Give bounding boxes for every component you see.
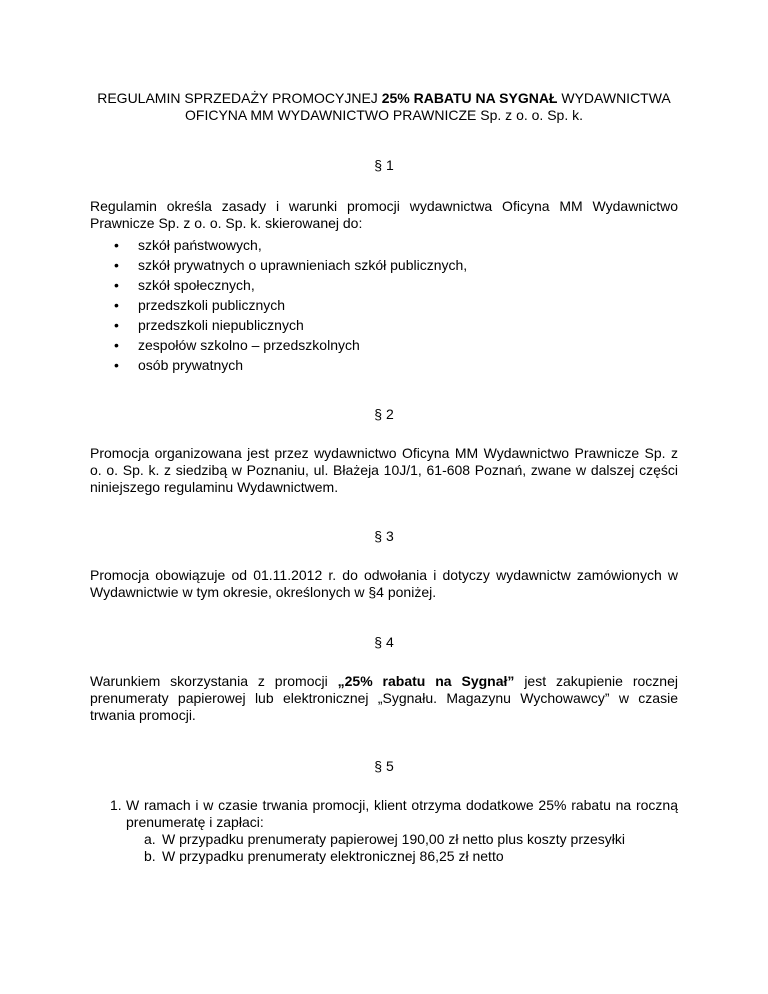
- document-title: [90, 90, 678, 124]
- bullet: •: [114, 337, 119, 353]
- list-item: [90, 255, 678, 275]
- list-item: [90, 355, 678, 375]
- sub-item-letter: a.: [144, 831, 156, 847]
- list-item-text: przedszkoli publicznych: [138, 297, 286, 313]
- section-4-text-end: jest zakupienie rocznej prenumeraty papierowej lub elektronicznej „Sygnału. Magazynu Wychowawcy” w czasie trwania promocji.: [90, 673, 678, 723]
- price-list: [126, 831, 678, 865]
- section-1-mark: § 1: [374, 157, 394, 173]
- section-1-intro: Regulamin określa zasady i warunki promocji wydawnictwa Oficyna MM Wydawnictwo Prawnicze Sp. z o. o. Sp. k. skierowanej do:: [90, 198, 678, 231]
- sub-item-text: W przypadku prenumeraty papierowej 190,00 zł netto plus koszty przesyłki: [162, 831, 625, 847]
- list-item: [90, 275, 678, 295]
- bullet: •: [114, 317, 119, 333]
- list-item: [90, 295, 678, 315]
- section-3-text: Promocja obowiązuje od 01.11.2012 r. do odwołania i dotyczy wydawnictw zamówionych w Wydawnictwie w tym okresie, określonych w §4 poniżej.: [90, 567, 678, 600]
- section-4-text-start: Warunkiem skorzystania z promocji: [90, 673, 338, 689]
- price-item-paper: [126, 831, 678, 848]
- promotion-name: „25% rabatu na Sygnał”: [337, 673, 515, 689]
- recipients-list: [90, 235, 678, 375]
- bullet: •: [114, 237, 119, 253]
- section-5-list: [90, 797, 678, 865]
- section-4-text: [90, 673, 678, 724]
- bullet: •: [114, 277, 119, 293]
- document-page: [90, 90, 678, 865]
- bullet: •: [114, 297, 119, 313]
- bullet: •: [114, 357, 119, 373]
- title-line-1-bold: 25% RABATU NA SYGNAŁ: [381, 90, 558, 106]
- sub-item-letter: b.: [144, 848, 156, 864]
- section-2-mark: § 2: [374, 406, 394, 422]
- list-item-text: przedszkoli niepublicznych: [138, 317, 304, 333]
- section-5-mark: § 5: [374, 758, 394, 774]
- section-5-item-1-text: W ramach i w czasie trwania promocji, klient otrzyma dodatkowe 25% rabatu na roczną prenumeratę i zapłaci:: [126, 797, 678, 830]
- bullet: •: [114, 257, 119, 273]
- list-item: [90, 797, 678, 865]
- list-item: [90, 235, 678, 255]
- title-line-1: [90, 90, 678, 107]
- section-4-mark: § 4: [374, 634, 394, 650]
- section-3-mark: § 3: [374, 528, 394, 544]
- sub-item-text: W przypadku prenumeraty elektronicznej 86,25 zł netto: [162, 848, 504, 864]
- list-item: [90, 315, 678, 335]
- list-item: [90, 335, 678, 355]
- price-item-electronic: [126, 848, 678, 865]
- title-line-1-start: REGULAMIN SPRZEDAŻY PROMOCYJNEJ: [97, 90, 382, 106]
- title-line-1-end: WYDAWNICTWA: [557, 90, 671, 106]
- list-item-text: szkół państwowych,: [138, 237, 262, 253]
- section-2-text: Promocja organizowana jest przez wydawnictwo Oficyna MM Wydawnictwo Prawnicze Sp. z o. o. Sp. k. z siedzibą w Poznaniu, ul. Błażeja 10J/1, 61-608 Poznań, zwane w dalszej części niniejszego regulaminu Wydawnictwem.: [90, 445, 678, 495]
- list-item-text: szkół społecznych,: [138, 277, 255, 293]
- list-item-text: osób prywatnych: [138, 357, 244, 373]
- item-number: 1.: [110, 797, 122, 813]
- list-item-text: zespołów szkolno – przedszkolnych: [138, 337, 360, 353]
- title-line-2: OFICYNA MM WYDAWNICTWO PRAWNICZE Sp. z o. o. Sp. k.: [185, 107, 583, 123]
- list-item-text: szkół prywatnych o uprawnieniach szkół publicznych,: [138, 257, 468, 273]
